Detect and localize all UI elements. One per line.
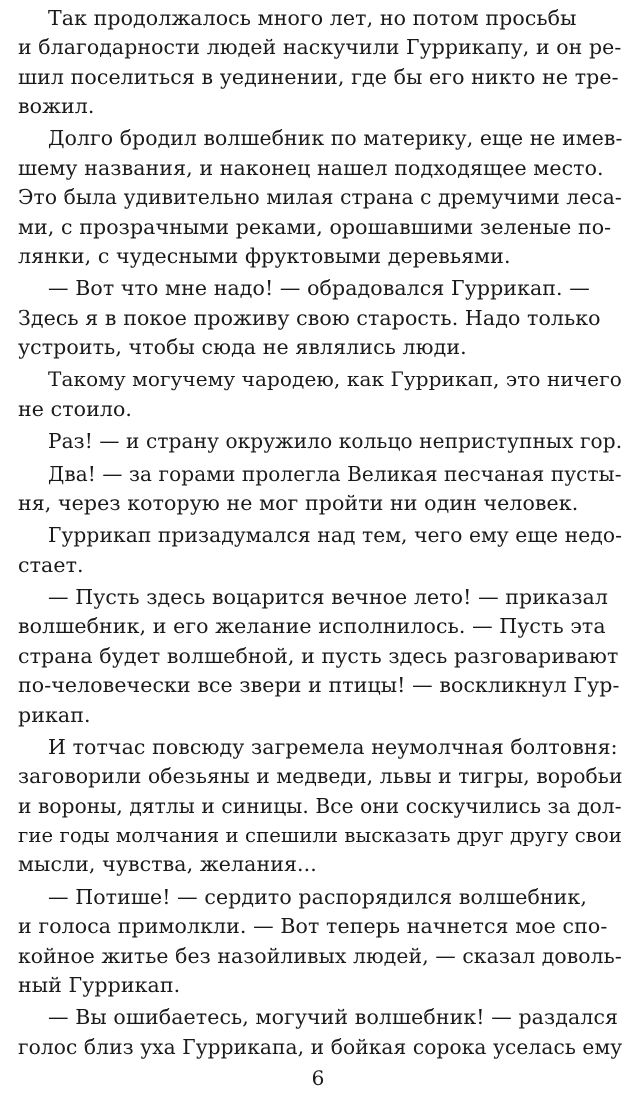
text-line: — Потише! — сердито распорядился волшебник, <box>48 884 587 909</box>
text-line: мысли, чувства, желания... <box>18 852 317 877</box>
text-line: стает. <box>18 552 84 577</box>
text-line: — Пусть здесь воцарится вечное лето! — приказал <box>48 585 608 610</box>
text-line: Долго бродил волшебник по материку, еще не имев- <box>48 126 623 151</box>
text-line: и голоса примолкли. — Вот теперь начнется мое спо- <box>18 914 608 939</box>
text-line: Это была удивительно милая страна с дремучими леса- <box>18 185 622 210</box>
text-line: лянки, с чудесными фруктовыми деревьями. <box>18 243 511 268</box>
page-number: 6 <box>311 1066 325 1090</box>
text-line: Раз! — и страну окружило кольцо неприступных гор. <box>48 429 623 454</box>
text-line: и благодарности людей наскучили Гуррикапу, и он ре- <box>18 35 622 60</box>
text-line: ня, через которую не мог пройти ни один человек. <box>18 490 579 515</box>
text-line: ный Гуррикап. <box>18 972 181 997</box>
text-line: и вороны, дятлы и синицы. Все они соскучились за дол- <box>18 793 622 818</box>
text-line: устроить, чтобы сюда не являлись люди. <box>18 335 467 360</box>
text-line: страна будет волшебной, и пусть здесь разговаривают <box>18 643 619 668</box>
text-line: ми, с прозрачными реками, орошавшими зеленые по- <box>18 214 612 239</box>
text-line: — Вы ошибаетесь, могучий волшебник! — раздался <box>48 1005 619 1030</box>
text-line: по-человечески все звери и птицы! — воскликнул Гур- <box>18 673 620 698</box>
text-line: рикап. <box>18 702 91 727</box>
text-line: Здесь я в покое проживу свою старость. Надо только <box>18 305 601 330</box>
text-line: волшебник, и его желание исполнилось. — Пусть эта <box>18 614 606 639</box>
text-line: гие годы молчания и спешили высказать друг другу свои <box>18 824 622 848</box>
text-line: шил поселиться в уединении, где бы его никто не тре- <box>18 64 619 89</box>
text-line: койное житье без назойливых людей, — сказал доволь- <box>18 943 622 968</box>
text-line: Так продолжалось много лет, но потом просьбы <box>48 6 577 30</box>
text-line: Гуррикап призадумался над тем, чего ему еще недо- <box>48 523 622 548</box>
text-line: — Вот что мне надо! — обрадовался Гуррикап. — <box>48 276 590 301</box>
text-line: не стоило. <box>18 396 133 421</box>
text-line: Два! — за горами пролегла Великая песчаная пусты- <box>48 461 622 486</box>
text-line: Такому могучему чародею, как Гуррикап, это ничего <box>48 367 622 392</box>
text-line: голос близ уха Гуррикапа, и бойкая сорока уселась ему <box>18 1034 623 1059</box>
text-line: вожил. <box>18 94 95 119</box>
text-line: И тотчас повсюду загремела неумолчная болтовня: <box>48 734 618 759</box>
text-line: заговорили обезьяны и медведи, львы и тигры, воробьи <box>18 764 623 789</box>
text-line: шему названия, и наконец нашел подходящее место. <box>18 155 604 180</box>
